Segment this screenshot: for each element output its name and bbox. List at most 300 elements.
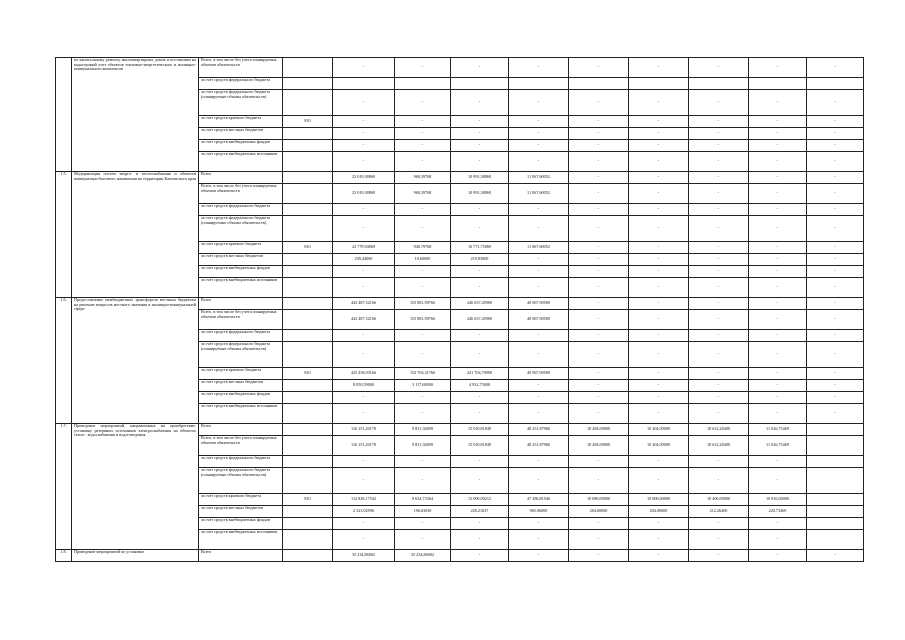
budget-code: [283, 298, 333, 310]
amount-cell: [807, 530, 864, 550]
amount-cell: 116 151,20178: [333, 436, 395, 456]
funding-source: за счет средств краевого бюджета: [199, 368, 283, 380]
amount-cell: -: [395, 152, 451, 172]
amount-cell: -: [807, 392, 864, 404]
amount-cell: -: [509, 518, 569, 530]
amount-cell: -: [749, 550, 807, 562]
amount-cell: -: [333, 128, 395, 140]
budget-code: [283, 518, 333, 530]
amount-cell: -: [689, 128, 749, 140]
amount-cell: 48 251,87960: [509, 436, 569, 456]
amount-cell: -: [749, 278, 807, 298]
funding-source: за счет средств местных бюджетов: [199, 380, 283, 392]
budget-code: [283, 266, 333, 278]
funding-source: Всего, в том числе без учета планируемых объемов обязательств: [199, 58, 283, 78]
amount-cell: -: [451, 530, 509, 550]
funding-source: за счет средств федерального бюджета: [199, 204, 283, 216]
amount-cell: -: [395, 404, 451, 424]
amount-cell: 10 612,28400: [689, 424, 749, 436]
funding-source: за счет средств внебюджетных фондов: [199, 140, 283, 152]
amount-cell: -: [629, 392, 689, 404]
amount-cell: -: [629, 550, 689, 562]
item-number: 1.7.: [56, 424, 72, 550]
amount-cell: 425 436,93166: [333, 368, 395, 380]
item-number: [56, 58, 72, 172]
amount-cell: 10 204,00000: [629, 436, 689, 456]
amount-cell: -: [569, 404, 629, 424]
amount-cell: -: [689, 266, 749, 278]
budget-table: [55, 57, 864, 562]
budget-code: 810: [283, 242, 333, 254]
amount-cell: -: [451, 116, 509, 128]
amount-cell: -: [333, 266, 395, 278]
amount-cell: 10 612,28400: [689, 436, 749, 456]
budget-code: [283, 468, 333, 494]
amount-cell: 4 932,75000: [451, 380, 509, 392]
amount-cell: -: [629, 404, 689, 424]
amount-cell: 15 000,00212: [451, 494, 509, 506]
amount-cell: 204,00000: [569, 506, 629, 518]
budget-code: [283, 530, 333, 550]
measure-name: Модернизация систем энерго- и теплоснабжения и объектов коммунально-бытового назначения на территории Камчатского края: [72, 172, 199, 298]
amount-cell: -: [629, 310, 689, 330]
amount-cell: 35 234,86002: [395, 550, 451, 562]
amount-cell: -: [689, 310, 749, 330]
amount-cell: -: [451, 278, 509, 298]
amount-cell: -: [333, 140, 395, 152]
amount-cell: -: [509, 380, 569, 392]
amount-cell: -: [509, 90, 569, 116]
amount-cell: -: [395, 342, 451, 368]
amount-cell: -: [569, 184, 629, 204]
amount-cell: 10 816,00000: [749, 494, 807, 506]
amount-cell: -: [569, 242, 629, 254]
amount-cell: -: [569, 468, 629, 494]
amount-cell: 10 991,38869: [451, 184, 509, 204]
funding-source: за счет средств внебюджетных источников: [199, 152, 283, 172]
amount-cell: -: [807, 172, 864, 184]
amount-cell: -: [509, 216, 569, 242]
amount-cell: -: [749, 342, 807, 368]
budget-code: [283, 254, 333, 266]
amount-cell: -: [807, 278, 864, 298]
amount-cell: -: [509, 204, 569, 216]
amount-cell: 11 067,60052: [509, 242, 569, 254]
amount-cell: -: [509, 404, 569, 424]
amount-cell: -: [569, 116, 629, 128]
amount-cell: -: [807, 310, 864, 330]
amount-cell: -: [569, 172, 629, 184]
amount-cell: [807, 518, 864, 530]
amount-cell: -: [629, 530, 689, 550]
amount-cell: [807, 456, 864, 468]
amount-cell: -: [807, 58, 864, 78]
amount-cell: -: [333, 518, 395, 530]
amount-cell: -: [629, 368, 689, 380]
amount-cell: -: [629, 330, 689, 342]
amount-cell: -: [395, 116, 451, 128]
budget-code: [283, 90, 333, 116]
funding-source: за счет средств внебюджетных источников: [199, 404, 283, 424]
amount-cell: -: [333, 342, 395, 368]
amount-cell: -: [749, 152, 807, 172]
budget-code: [283, 172, 333, 184]
amount-cell: -: [569, 368, 629, 380]
amount-cell: -: [749, 518, 807, 530]
amount-cell: -: [689, 204, 749, 216]
amount-cell: -: [333, 116, 395, 128]
amount-cell: [807, 506, 864, 518]
budget-code: 810: [283, 494, 333, 506]
amount-cell: -: [807, 184, 864, 204]
amount-cell: -: [629, 172, 689, 184]
amount-cell: -: [451, 518, 509, 530]
amount-cell: -: [689, 330, 749, 342]
amount-cell: 10 771,75069: [451, 242, 509, 254]
amount-cell: 204,00000: [629, 506, 689, 518]
amount-cell: -: [451, 140, 509, 152]
amount-cell: -: [451, 330, 509, 342]
amount-cell: 196,63030: [395, 506, 451, 518]
amount-cell: -: [333, 58, 395, 78]
amount-cell: -: [689, 380, 749, 392]
amount-cell: 11 067,60052: [509, 184, 569, 204]
amount-cell: -: [395, 204, 451, 216]
budget-code: [283, 152, 333, 172]
amount-cell: 10 284,00000: [569, 436, 629, 456]
budget-code: [283, 342, 333, 368]
amount-cell: -: [689, 392, 749, 404]
amount-cell: 246 637,45900: [451, 298, 509, 310]
amount-cell: -: [509, 140, 569, 152]
amount-cell: -: [395, 140, 451, 152]
amount-cell: 960,39768: [395, 184, 451, 204]
funding-source: за счет средств внебюджетных источников: [199, 278, 283, 298]
amount-cell: -: [509, 116, 569, 128]
amount-cell: -: [333, 392, 395, 404]
amount-cell: -: [395, 456, 451, 468]
amount-cell: [807, 436, 864, 456]
amount-cell: 220,21637: [451, 506, 509, 518]
amount-cell: 40 967,90500: [509, 368, 569, 380]
amount-cell: -: [689, 278, 749, 298]
funding-source: за счет средств местных бюджетов: [199, 506, 283, 518]
amount-cell: 10 284,00000: [569, 424, 629, 436]
amount-cell: 960,39768: [395, 172, 451, 184]
amount-cell: -: [689, 184, 749, 204]
amount-cell: 48 251,87960: [509, 424, 569, 436]
budget-code: [283, 392, 333, 404]
amount-cell: -: [333, 278, 395, 298]
budget-code: [283, 436, 333, 456]
amount-cell: 443 487,52166: [333, 298, 395, 310]
amount-cell: -: [689, 368, 749, 380]
budget-code: [283, 278, 333, 298]
amount-cell: -: [749, 242, 807, 254]
amount-cell: 10 000,00000: [629, 494, 689, 506]
amount-cell: 152 764,31766: [395, 368, 451, 380]
amount-cell: -: [807, 116, 864, 128]
funding-source: за счет средств федерального бюджета: [199, 330, 283, 342]
funding-source: Всего, в том числе без учета планируемых объемов обязательств: [199, 436, 283, 456]
amount-cell: -: [451, 456, 509, 468]
amount-cell: -: [569, 518, 629, 530]
funding-source: за счет средств местных бюджетов: [199, 128, 283, 140]
amount-cell: -: [451, 468, 509, 494]
amount-cell: -: [749, 368, 807, 380]
amount-cell: -: [569, 266, 629, 278]
budget-code: [283, 550, 333, 562]
amount-cell: -: [689, 550, 749, 562]
table-row: [56, 172, 864, 184]
table-row: [56, 298, 864, 310]
funding-source: Всего, в том числе без учета планируемых объемов обязательств: [199, 310, 283, 330]
amount-cell: -: [689, 404, 749, 424]
funding-source: за счет средств местных бюджетов: [199, 254, 283, 266]
amount-cell: -: [451, 204, 509, 216]
amount-cell: -: [689, 90, 749, 116]
amount-cell: -: [569, 140, 629, 152]
amount-cell: 35 234,86002: [333, 550, 395, 562]
amount-cell: -: [629, 152, 689, 172]
amount-cell: -: [395, 90, 451, 116]
amount-cell: -: [689, 518, 749, 530]
measure-name: по капитальному ремонту многоквартирных домов и постановки на кадастровый учет объектов топливно-энергетического и жилищно-коммунального комплексов: [72, 58, 199, 172]
amount-cell: -: [333, 330, 395, 342]
amount-cell: -: [629, 266, 689, 278]
item-number: 1.6.: [56, 298, 72, 424]
budget-code: 810: [283, 116, 333, 128]
amount-cell: -: [749, 330, 807, 342]
amount-cell: -: [629, 216, 689, 242]
amount-cell: -: [569, 530, 629, 550]
amount-cell: -: [451, 392, 509, 404]
amount-cell: [807, 468, 864, 494]
amount-cell: 10 400,00000: [689, 494, 749, 506]
amount-cell: -: [569, 128, 629, 140]
amount-cell: -: [807, 128, 864, 140]
funding-source: Всего, в том числе без учета планируемых объемов обязательств: [199, 184, 283, 204]
amount-cell: 116 151,20178: [333, 424, 395, 436]
amount-cell: -: [509, 152, 569, 172]
budget-code: [283, 330, 333, 342]
funding-source: за счет средств федерального бюджета (планируемые объемы обязательств): [199, 216, 283, 242]
amount-cell: 40 967,90500: [509, 298, 569, 310]
amount-cell: [689, 78, 749, 90]
amount-cell: 155 881,99766: [395, 310, 451, 330]
amount-cell: -: [509, 330, 569, 342]
amount-cell: -: [629, 140, 689, 152]
amount-cell: -: [629, 58, 689, 78]
funding-source: Всего: [199, 550, 283, 562]
budget-code: [283, 140, 333, 152]
amount-cell: 19,60000: [395, 254, 451, 266]
budget-table-page: [55, 57, 836, 562]
amount-cell: 9 634,73364: [395, 494, 451, 506]
amount-cell: [629, 78, 689, 90]
amount-cell: 443 487,52166: [333, 310, 395, 330]
amount-cell: 47 286,81946: [509, 494, 569, 506]
amount-cell: -: [395, 266, 451, 278]
amount-cell: -: [509, 342, 569, 368]
amount-cell: -: [807, 254, 864, 266]
amount-cell: -: [451, 152, 509, 172]
amount-cell: -: [569, 310, 629, 330]
amount-cell: 10 991,38869: [451, 172, 509, 184]
amount-cell: 3 117,68000: [395, 380, 451, 392]
amount-cell: -: [569, 550, 629, 562]
amount-cell: -: [509, 392, 569, 404]
amount-cell: 940,79768: [395, 242, 451, 254]
amount-cell: -: [807, 298, 864, 310]
amount-cell: -: [629, 204, 689, 216]
amount-cell: -: [689, 342, 749, 368]
amount-cell: -: [569, 204, 629, 216]
measure-name: Проведение мероприятий по установке: [72, 550, 199, 562]
amount-cell: -: [629, 278, 689, 298]
amount-cell: 10 080,00000: [569, 494, 629, 506]
amount-cell: -: [807, 140, 864, 152]
amount-cell: -: [749, 172, 807, 184]
amount-cell: -: [569, 90, 629, 116]
amount-cell: -: [749, 184, 807, 204]
amount-cell: -: [807, 242, 864, 254]
amount-cell: -: [807, 404, 864, 424]
amount-cell: -: [749, 404, 807, 424]
budget-code: [283, 204, 333, 216]
amount-cell: -: [749, 266, 807, 278]
amount-cell: -: [629, 518, 689, 530]
amount-cell: -: [451, 58, 509, 78]
amount-cell: 10 204,00000: [629, 424, 689, 436]
amount-cell: -: [749, 380, 807, 392]
amount-cell: -: [629, 242, 689, 254]
budget-code: [283, 58, 333, 78]
amount-cell: -: [333, 204, 395, 216]
amount-cell: 9 831,36058: [395, 436, 451, 456]
amount-cell: -: [749, 530, 807, 550]
amount-cell: 155 881,99766: [395, 298, 451, 310]
amount-cell: -: [807, 204, 864, 216]
amount-cell: -: [629, 90, 689, 116]
amount-cell: -: [689, 298, 749, 310]
budget-code: [283, 456, 333, 468]
amount-cell: -: [629, 254, 689, 266]
amount-cell: -: [807, 550, 864, 562]
amount-cell: -: [629, 456, 689, 468]
funding-source: за счет средств федерального бюджета: [199, 78, 283, 90]
amount-cell: -: [451, 216, 509, 242]
amount-cell: -: [749, 204, 807, 216]
amount-cell: -: [569, 392, 629, 404]
amount-cell: -: [569, 380, 629, 392]
amount-cell: -: [395, 216, 451, 242]
amount-cell: -: [807, 380, 864, 392]
amount-cell: -: [333, 456, 395, 468]
amount-cell: -: [395, 278, 451, 298]
amount-cell: [333, 78, 395, 90]
amount-cell: -: [395, 58, 451, 78]
amount-cell: [807, 78, 864, 90]
amount-cell: -: [689, 216, 749, 242]
amount-cell: -: [749, 128, 807, 140]
amount-cell: -: [629, 342, 689, 368]
amount-cell: -: [395, 530, 451, 550]
amount-cell: -: [629, 184, 689, 204]
amount-cell: 965,06000: [509, 506, 569, 518]
amount-cell: -: [333, 90, 395, 116]
amount-cell: 112 828,17542: [333, 494, 395, 506]
amount-cell: -: [569, 254, 629, 266]
funding-source: за счет средств внебюджетных источников: [199, 530, 283, 550]
amount-cell: -: [689, 530, 749, 550]
amount-cell: -: [749, 58, 807, 78]
item-number: 1.8.: [56, 550, 72, 562]
table-row: [56, 58, 864, 78]
amount-cell: -: [629, 380, 689, 392]
funding-source: Всего: [199, 298, 283, 310]
amount-cell: -: [749, 254, 807, 266]
amount-cell: -: [629, 298, 689, 310]
funding-source: за счет средств федерального бюджета: [199, 456, 283, 468]
amount-cell: -: [749, 468, 807, 494]
amount-cell: 8 050,59000: [333, 380, 395, 392]
amount-cell: -: [509, 550, 569, 562]
amount-cell: -: [749, 456, 807, 468]
amount-cell: -: [569, 152, 629, 172]
amount-cell: -: [569, 330, 629, 342]
budget-code: [283, 310, 333, 330]
measure-name: Проведение мероприятий, направленных на приобретение, установку резервных источников электроснабжения на объектах тепло-, водоснабжения и водоотведения: [72, 424, 199, 550]
amount-cell: -: [569, 278, 629, 298]
amount-cell: 239,44000: [333, 254, 395, 266]
amount-cell: -: [749, 392, 807, 404]
amount-cell: 246 637,45900: [451, 310, 509, 330]
amount-cell: -: [333, 404, 395, 424]
measure-name: Предоставление межбюджетных трансфертов местным бюджетам на решение вопросов местного значения в жилищно-коммунальной сфере: [72, 298, 199, 424]
amount-cell: -: [509, 266, 569, 278]
amount-cell: -: [333, 152, 395, 172]
amount-cell: -: [689, 242, 749, 254]
amount-cell: 219,83800: [451, 254, 509, 266]
item-number: 1.5.: [56, 172, 72, 298]
amount-cell: -: [749, 140, 807, 152]
amount-cell: 2 323,02596: [333, 506, 395, 518]
funding-source: за счет средств краевого бюджета: [199, 116, 283, 128]
amount-cell: 15 010,81849: [451, 424, 509, 436]
amount-cell: -: [509, 456, 569, 468]
amount-cell: -: [395, 128, 451, 140]
funding-source: за счет средств внебюджетных фондов: [199, 392, 283, 404]
amount-cell: -: [807, 216, 864, 242]
amount-cell: -: [451, 342, 509, 368]
amount-cell: -: [749, 116, 807, 128]
amount-cell: -: [807, 368, 864, 380]
amount-cell: -: [509, 530, 569, 550]
budget-code: [283, 78, 333, 90]
funding-source: за счет средств федерального бюджета (планируемые объемы обязательств): [199, 90, 283, 116]
amount-cell: -: [451, 550, 509, 562]
amount-cell: -: [807, 152, 864, 172]
amount-cell: -: [807, 90, 864, 116]
amount-cell: [569, 78, 629, 90]
amount-cell: [807, 494, 864, 506]
funding-source: за счет средств федерального бюджета (планируемые объемы обязательств): [199, 468, 283, 494]
amount-cell: [509, 78, 569, 90]
amount-cell: 11 026,73469: [749, 436, 807, 456]
amount-cell: 22 779,94869: [333, 242, 395, 254]
amount-cell: [807, 424, 864, 436]
